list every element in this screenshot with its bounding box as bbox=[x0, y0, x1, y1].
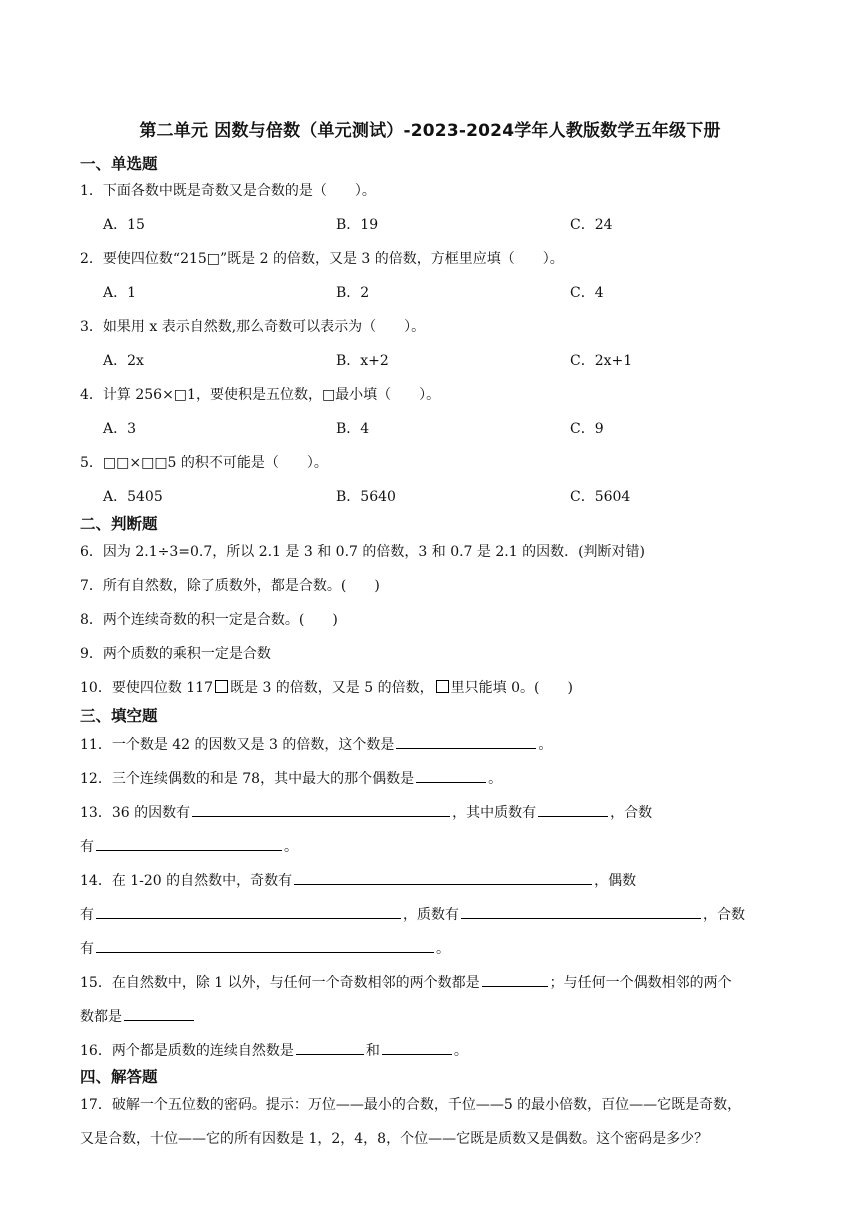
q15-l2: 数都是 bbox=[80, 1009, 122, 1025]
answer-blank[interactable] bbox=[192, 802, 450, 817]
q13-mid: ，其中质数有 bbox=[452, 805, 537, 821]
answer-blank[interactable] bbox=[482, 972, 548, 987]
answer-blank[interactable] bbox=[96, 904, 401, 919]
section-single-choice: 一、单选题 bbox=[80, 155, 158, 173]
question-14 bbox=[80, 870, 636, 890]
q13-text: 13．36 的因数有 bbox=[80, 805, 191, 821]
q3-option-b: B．x+2 bbox=[336, 353, 389, 369]
question-14-line-2 bbox=[80, 904, 745, 924]
q4-option-a: A．3 bbox=[103, 421, 137, 437]
question-10 bbox=[80, 677, 573, 697]
page-title: 第二单元 因数与倍数（单元测试）-2023-2024学年人教版数学五年级下册 bbox=[139, 121, 721, 141]
section-fill-blank: 三、填空题 bbox=[80, 707, 158, 725]
question-6: 6．因为 2.1÷3=0.7，所以 2.1 是 3 和 0.7 的倍数，3 和 0.7 是 2.1 的因数．(判断对错) bbox=[80, 544, 646, 560]
q10-text-start: 10．要使四位数 117 bbox=[80, 680, 213, 696]
q2-option-b: B．2 bbox=[336, 285, 370, 301]
question-15-line-2 bbox=[80, 1006, 196, 1026]
answer-blank[interactable] bbox=[461, 904, 701, 919]
answer-blank[interactable] bbox=[294, 870, 592, 885]
section-true-false: 二、判断题 bbox=[80, 515, 158, 533]
question-5: 5．□□×□□5 的积不可能是（ ）。 bbox=[80, 455, 328, 471]
answer-blank[interactable] bbox=[296, 1040, 364, 1055]
answer-blank[interactable] bbox=[96, 938, 434, 953]
answer-blank[interactable] bbox=[124, 1006, 194, 1021]
question-17: 17．破解一个五位数的密码。提示：万位——最小的合数，千位——5 的最小倍数，百位——它既是奇数， bbox=[80, 1097, 742, 1113]
answer-blank[interactable] bbox=[416, 768, 486, 783]
q3-option-c: C．2x+1 bbox=[570, 353, 633, 369]
q11-end: 。 bbox=[538, 737, 553, 753]
question-9: 9．两个质数的乘积一定是合数 bbox=[80, 646, 271, 662]
q2-option-c: C．4 bbox=[570, 285, 604, 301]
question-16 bbox=[80, 1040, 468, 1060]
question-13 bbox=[80, 802, 652, 822]
question-17-line-2: 又是合数，十位——它的所有因数是 1，2，4，8，个位——它既是质数又是偶数。这个密码是多少？ bbox=[80, 1131, 709, 1147]
q5-option-c: C．5604 bbox=[570, 489, 631, 505]
question-7: 7．所有自然数，除了质数外，都是合数。( ) bbox=[80, 578, 380, 594]
q14-mid: ，偶数 bbox=[594, 873, 637, 889]
q14-l2a: 有 bbox=[80, 907, 94, 923]
question-4: 4．计算 256×□1，要使积是五位数，□最小填（ ）。 bbox=[80, 387, 441, 403]
q13-mid2: ，合数 bbox=[610, 805, 653, 821]
q14-l3a: 有 bbox=[80, 941, 94, 957]
q1-option-a: A．15 bbox=[103, 217, 145, 233]
answer-blank[interactable] bbox=[396, 734, 536, 749]
q15-mid: ；与任何一个偶数相邻的两个 bbox=[549, 975, 732, 991]
q11-text: 11．一个数是 42 的因数又是 3 的倍数，这个数是 bbox=[80, 737, 395, 753]
q13-line2-start: 有 bbox=[80, 839, 94, 855]
question-13-line-2 bbox=[80, 836, 298, 856]
q15-text: 15．在自然数中，除 1 以外，与任何一个奇数相邻的两个数都是 bbox=[80, 975, 480, 991]
q2-option-a: A．1 bbox=[103, 285, 137, 301]
question-12 bbox=[80, 768, 502, 788]
question-14-line-3 bbox=[80, 938, 450, 958]
section-problems: 四、解答题 bbox=[80, 1068, 158, 1086]
q5-option-b: B．5640 bbox=[336, 489, 396, 505]
square-box-icon bbox=[436, 680, 449, 693]
question-8: 8．两个连续奇数的积一定是合数。( ) bbox=[80, 612, 338, 628]
question-11 bbox=[80, 734, 552, 754]
q14-l2c: ，合数 bbox=[703, 907, 745, 923]
q16-text: 16．两个都是质数的连续自然数是 bbox=[80, 1043, 294, 1059]
question-1: 1．下面各数中既是奇数又是合数的是（ ）。 bbox=[80, 183, 376, 199]
q1-option-c: C．24 bbox=[570, 217, 613, 233]
question-15 bbox=[80, 972, 732, 992]
answer-blank[interactable] bbox=[96, 836, 282, 851]
q13-end: 。 bbox=[284, 839, 298, 855]
q4-option-b: B．4 bbox=[336, 421, 370, 437]
q12-end: 。 bbox=[488, 771, 503, 787]
q14-end: 。 bbox=[436, 941, 450, 957]
answer-blank[interactable] bbox=[538, 802, 608, 817]
answer-blank[interactable] bbox=[382, 1040, 452, 1055]
q16-mid: 和 bbox=[365, 1043, 380, 1059]
square-box-icon bbox=[215, 680, 228, 693]
q1-option-b: B．19 bbox=[336, 217, 379, 233]
q10-text-middle: 既是 3 的倍数，又是 5 的倍数， bbox=[230, 680, 434, 696]
q3-option-a: A．2x bbox=[103, 353, 144, 369]
q5-option-a: A．5405 bbox=[103, 489, 163, 505]
q10-text-end: 里只能填 0。( ) bbox=[450, 680, 573, 696]
q16-end: 。 bbox=[453, 1043, 468, 1059]
question-2: 2．要使四位数“215□”既是 2 的倍数，又是 3 的倍数，方框里应填（ ）。 bbox=[80, 251, 564, 267]
q12-text: 12．三个连续偶数的和是 78，其中最大的那个偶数是 bbox=[80, 771, 415, 787]
question-3: 3．如果用 x 表示自然数,那么奇数可以表示为（ ）。 bbox=[80, 319, 426, 335]
q14-l2b: ，质数有 bbox=[403, 907, 459, 923]
q4-option-c: C．9 bbox=[570, 421, 604, 437]
q14-text: 14．在 1-20 的自然数中，奇数有 bbox=[80, 873, 293, 889]
